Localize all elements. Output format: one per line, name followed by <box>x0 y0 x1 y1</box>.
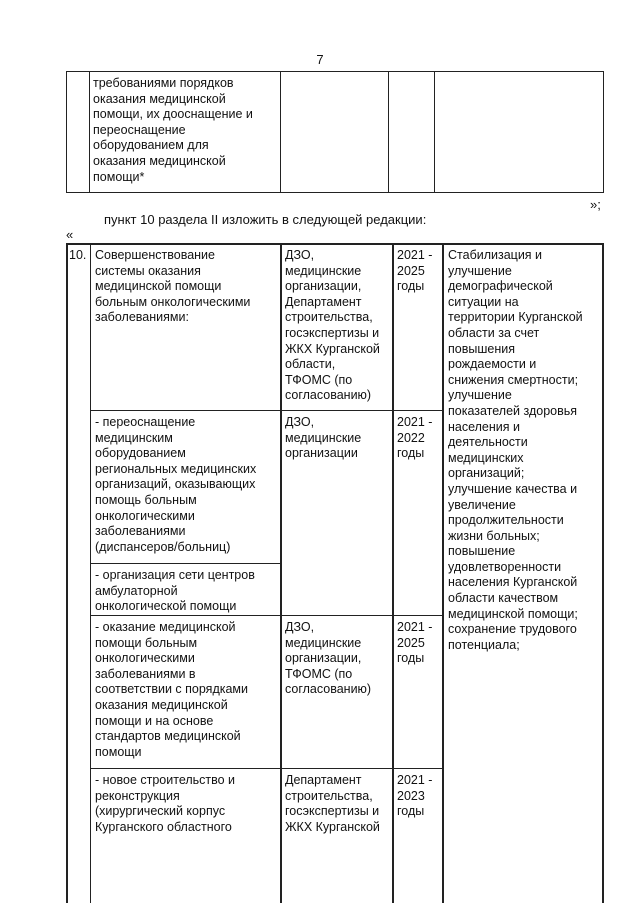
task-cell: Совершенствование системы оказания медицинской помощи больным онкологическими заболеваниями: <box>95 248 251 325</box>
top-table-task-cell: требованиями порядков оказания медицинской помощи, их дооснащение и переоснащение оборудованием для оказания медицинской помощи* <box>93 76 253 184</box>
page-number: 7 <box>316 52 324 67</box>
executor-cell: ДЗО, медицинские организации <box>285 415 362 461</box>
executor-cell: ДЗО, медицинские организации, Департамент строительства, госэкспертизы и ЖКХ Курганской области, ТФОМС (по согласованию) <box>285 248 380 403</box>
task-cell: - переоснащение медицинским оборудованием региональных медицинских организаций, оказывающих помощь больным онкологическими заболеваниями (диспансеров/больниц) <box>95 415 257 554</box>
executor-cell: Департамент строительства, госэкспертизы и ЖКХ Курганской <box>285 773 380 834</box>
task-cell: - новое строительство и реконструкция (хирургический корпус Курганского областного <box>95 773 236 834</box>
opening-quote: « <box>66 227 74 242</box>
period-cell: 2021 - 2025 годы <box>397 620 433 666</box>
expected-result-cell: Стабилизация и улучшение демографической ситуации на территории Курганской области за счет повышения рождаемости и снижения смертности; улучшение показателей здоровья населения и деятельности медицинских организаций; улучшение качества и увеличение продолжительности жизни больных; повышение удовлетворенности населения Курганской области качеством медицинской помощи; сохранение трудового потенциала; <box>448 248 583 652</box>
instruction-text: пункт 10 раздела II изложить в следующей редакции: <box>104 212 427 227</box>
executor-cell: ДЗО, медицинские организации, ТФОМС (по согласованию) <box>285 620 372 697</box>
task-cell: - организация сети центров амбулаторной онкологической помощи <box>95 568 255 614</box>
task-cell: - оказание медицинской помощи больным онкологическими заболеваниями в соответствии с порядками оказания медицинской помощи и на основе стандартов медицинской помощи <box>95 620 249 759</box>
row-number: 10. <box>69 248 87 262</box>
period-cell: 2021 - 2025 годы <box>397 248 433 294</box>
period-cell: 2021 - 2023 годы <box>397 773 433 819</box>
period-cell: 2021 - 2022 годы <box>397 415 433 461</box>
closing-quote: »; <box>590 197 601 212</box>
